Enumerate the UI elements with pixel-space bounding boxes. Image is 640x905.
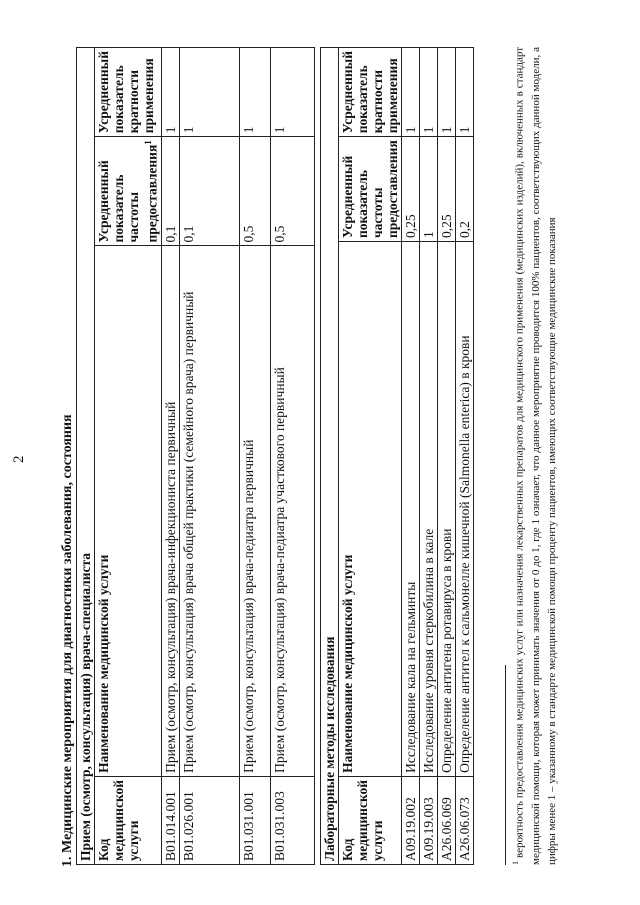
cell-code: A09.19.002 xyxy=(402,776,420,864)
table-row xyxy=(239,48,270,865)
cell-name: Определение антител к сальмонелле кишечной (Salmonella enterica) в крови xyxy=(456,242,474,777)
cell-mult: 1 xyxy=(239,48,270,137)
header-code: Код медицинской услуги xyxy=(95,776,162,864)
table-row xyxy=(456,48,474,865)
table-section-row xyxy=(321,48,339,865)
table-row xyxy=(402,48,420,865)
footnote xyxy=(508,47,560,865)
table-header-row xyxy=(339,48,402,865)
footnote-ref: 1 xyxy=(143,140,153,145)
cell-freq: 1 xyxy=(420,137,438,242)
section-title: Лабораторные методы исследования xyxy=(321,48,339,865)
consultation-table xyxy=(76,47,315,865)
cell-freq: 0,25 xyxy=(402,137,420,242)
footnote-text: вероятность предоставления медицинских услуг или назначения лекарственных препаратов для медицинского применения (медицинских изделий), включенных в стандарт медицинской помощи, которая может принимать значения от 0 до 1, где 1 означает, что данное мероприятие проводится 100% пациентов, соответствующих данной модели, а цифры менее 1 – указанному в стандарте медицинской помощи проценту пациентов, имеющих соответствующие медицинские показания xyxy=(513,47,558,865)
header-freq: Усредненный показатель частоты предоставления xyxy=(339,137,402,242)
cell-freq: 0,2 xyxy=(456,137,474,242)
cell-mult: 1 xyxy=(420,48,438,137)
cell-mult: 1 xyxy=(402,48,420,137)
header-mult: Усредненный показатель кратности применения xyxy=(339,48,402,137)
cell-code: B01.014.001 xyxy=(161,776,179,864)
cell-mult: 1 xyxy=(161,48,179,137)
cell-name: Исследование кала на гельминты xyxy=(402,242,420,777)
cell-mult: 1 xyxy=(438,48,456,137)
table-row xyxy=(179,48,239,865)
cell-code: A26.06.069 xyxy=(438,776,456,864)
cell-freq: 0,1 xyxy=(179,137,239,246)
cell-code: B01.026.001 xyxy=(179,776,239,864)
cell-name: Определение антигена ротавируса в крови xyxy=(438,242,456,777)
header-mult: Усредненный показатель кратности применения xyxy=(95,48,162,137)
header-name: Наименование медицинской услуги xyxy=(339,242,402,777)
cell-name: Прием (осмотр, консультация) врача-инфекциониста первичный xyxy=(161,246,179,776)
cell-name: Прием (осмотр, консультация) врача-педиатра первичный xyxy=(239,246,270,776)
cell-code: A26.06.073 xyxy=(456,776,474,864)
cell-mult: 1 xyxy=(179,48,239,137)
footnote-marker: 1 xyxy=(511,861,520,865)
header-name: Наименование медицинской услуги xyxy=(95,246,162,776)
header-code: Код медицинской услуги xyxy=(339,776,402,864)
cell-code: B01.031.003 xyxy=(270,776,314,864)
cell-name: Прием (осмотр, консультация) врача общей практики (семейного врача) первичный xyxy=(179,246,239,776)
page-number: 2 xyxy=(11,455,27,463)
cell-name: Прием (осмотр, консультация) врача-педиатра участкового первичный xyxy=(270,246,314,776)
table-header-row xyxy=(95,48,162,865)
header-freq xyxy=(95,137,162,246)
cell-name: Исследование уровня стеркобилина в кале xyxy=(420,242,438,777)
cell-mult: 1 xyxy=(270,48,314,137)
cell-code: B01.031.001 xyxy=(239,776,270,864)
cell-freq: 0,5 xyxy=(239,137,270,246)
table-section-row xyxy=(77,48,95,865)
lab-tests-table xyxy=(320,47,474,865)
footnote-divider xyxy=(505,665,506,865)
header-freq-text: Усредненный показатель частоты предоставления xyxy=(96,144,160,243)
table-row xyxy=(420,48,438,865)
section-heading: 1. Медицинские мероприятия для диагностики заболевания, состояния xyxy=(60,414,75,867)
cell-code: A09.19.003 xyxy=(420,776,438,864)
cell-freq: 0,1 xyxy=(161,137,179,246)
table-row xyxy=(270,48,314,865)
table-row xyxy=(438,48,456,865)
cell-freq: 0,25 xyxy=(438,137,456,242)
section-title: Прием (осмотр, консультация) врача-специалиста xyxy=(77,48,95,865)
cell-freq: 0,5 xyxy=(270,137,314,246)
table-row xyxy=(161,48,179,865)
cell-mult: 1 xyxy=(456,48,474,137)
